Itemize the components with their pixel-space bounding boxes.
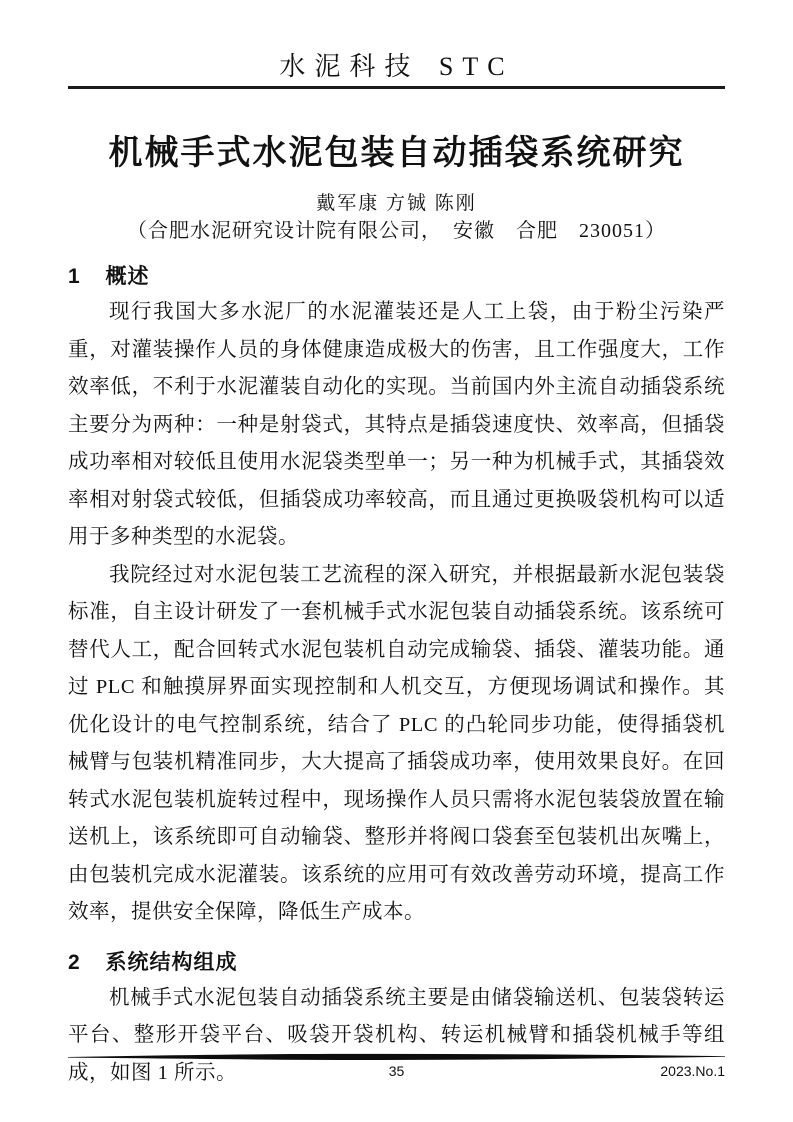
page-number: 35 (388, 1063, 405, 1079)
section-title: 概述 (105, 265, 150, 288)
footer-rule (68, 1052, 725, 1062)
paragraph-overview-2: 我院经过对水泥包装工艺流程的深入研究，并根据最新水泥包装袋标准，自主设计研发了一套机械手式水泥包装自动插袋系统。该系统可替代人工，配合回转式水泥包装机自动完成输袋、插袋、灌装功能。通过 PLC 和触摸屏界面实现控制和人机交互，方便现场调试和操作。其优化设计的电气控制系统，结合了 PLC 的凸轮同步功能，使得插袋机械臂与包装机精准同步，大大提高了插袋成功率，使用效果良好。在回转式水泥包装机旋转过程中，现场操作人员只需将水泥包装袋放置在输送机上，该系统即可自动输袋、整形并将阀口袋套至包装机出灰嘴上，由包装机完成水泥灌装。该系统的应用可有效改善劳动环境，提高工作效率，提供安全保障，降低生产成本。 (68, 563, 725, 923)
article-affiliation: （合肥水泥研究设计院有限公司， 安徽 合肥 230051） (127, 220, 666, 242)
section-heading-overview (68, 262, 725, 292)
article-title: 机械手式水泥包装自动插袋系统研究 (108, 134, 685, 172)
page-footer (68, 1052, 725, 1080)
section-title: 系统结构组成 (105, 950, 238, 974)
journal-name: 水泥科技 STC (279, 52, 514, 81)
paragraph-structure-1: 机械手式水泥包装自动插袋系统主要是由储袋输送机、包装袋转运平台、整形开袋平台、吸袋开袋机构、转运机械臂和插袋机械手等组成，如图 1 所示。 (68, 986, 725, 1084)
paragraph-overview-1: 现行我国大多水泥厂的水泥灌装还是人工上袋，由于粉尘污染严重，对灌装操作人员的身体健康造成极大的伤害，且工作强度大，工作效率低，不利于水泥灌装自动化的实现。当前国内外主流自动插袋系统主要分为两种：一种是射袋式，其特点是插袋速度快、效率高，但插袋成功率相对较低且使用水泥袋类型单一；另一种为机械手式，其插袋效率相对射袋式较低，但插袋成功率较高，而且通过更换吸袋机构可以适用于多种类型的水泥袋。 (68, 301, 725, 548)
journal-masthead (68, 0, 725, 84)
issue-label: 2023.No.1 (660, 1063, 725, 1079)
section-number: 1 (68, 265, 81, 288)
section-number: 2 (68, 950, 81, 974)
header-rule (68, 86, 725, 89)
article-authors: 戴军康 方铖 陈刚 (316, 193, 477, 214)
section-heading-structure (68, 948, 725, 978)
footer-row (68, 1062, 725, 1080)
